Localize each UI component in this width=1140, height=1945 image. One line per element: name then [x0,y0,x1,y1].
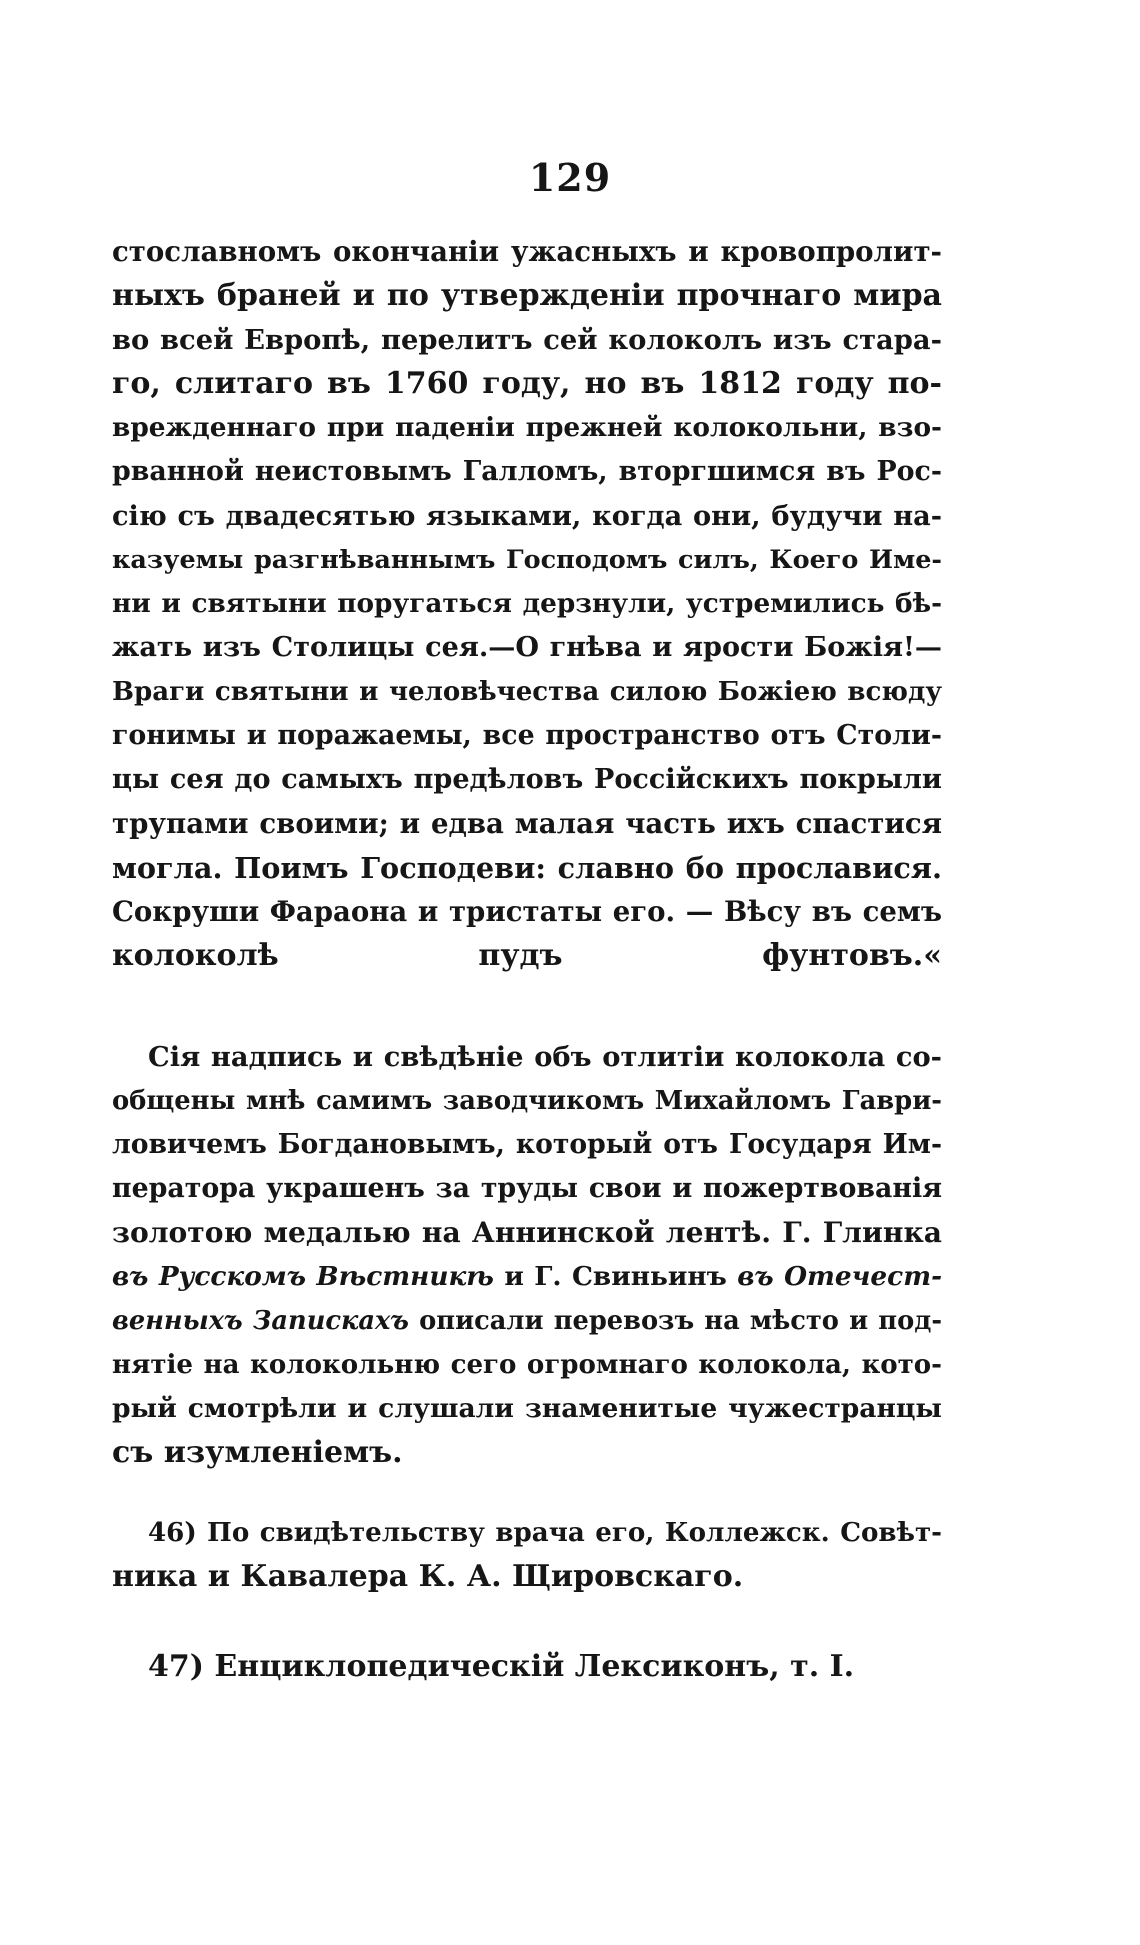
text-line: врежденнаго при паденіи прежней колокольни, взо- [112,412,942,443]
text-line: нятіе на колокольню сего огромнаго колокола, кото- [112,1350,942,1380]
text-line: рванной неистовымъ Галломъ, вторгшимся въ Рос- [112,456,942,487]
italic-title: венныхъ Запискахъ [112,1306,409,1336]
footnote-46 [112,1511,942,1599]
text-line: Враги святыни и человѣчества силою Божіею всюду [112,677,942,707]
text-line: Сія надпись и свѣдѣніе объ отлитіи колокола со- [148,1041,942,1073]
commentary-paragraph [112,1035,942,1475]
text-line: ныхъ браней и по утвержденіи прочнаго мира [112,278,942,313]
text-line: золотою медалью на Аннинской лентѣ. Г. Глинка [112,1216,942,1249]
text-line: ни и святыни поругаться дерзнули, устремились бѣ- [112,588,942,619]
text-line: ловичемъ Богдановымъ, который отъ Государя Им- [112,1129,942,1160]
text-line: 46) По свидѣтельству врача его, Коллежск. Совѣт- [148,1517,942,1548]
text-segment: описали перевозъ на мѣсто и под- [408,1306,942,1336]
text-line: го, слитаго въ 1760 году, но въ 1812 году по- [112,366,942,401]
text-line [112,1299,942,1343]
text-line: могла. Поимъ Господеви: славно бо прославися. [112,851,942,885]
text-line: цы сея до самыхъ предѣловъ Россійскихъ покрыли [112,764,942,795]
italic-title: въ Отечест- [737,1261,942,1292]
text-line: ператора украшенъ за труды свои и пожертвованія [112,1173,942,1204]
text-line: общены мнѣ самимъ заводчикомъ Михайломъ Гаври- [112,1086,942,1116]
text-line [112,1255,942,1299]
text-line: жать изъ Столицы сея.—О гнѣва и ярости Божія!— [112,632,942,663]
italic-title: въ Русскомъ Вѣстникѣ [112,1261,494,1292]
text-line: 47) Енциклопедическій Лексиконъ, т. I. [148,1649,855,1684]
text-segment: и Г. Свиньинъ [493,1261,738,1292]
page-number: 129 [528,155,612,200]
text-line: съ изумленіемъ. [112,1435,403,1470]
text-line: гонимы и поражаемы, все пространство отъ Столи- [112,720,942,751]
text-line: стославномъ окончаніи ужасныхъ и кровопролит- [112,235,942,268]
text-line: сію съ двадесятью языками, когда они, будучи на- [112,500,942,532]
text-line: казуемы разгнѣваннымъ Господомъ силъ, Коего Име- [112,545,942,575]
text-line: Сокруши Фараона и тристаты его. — Вѣсу въ семъ [112,896,942,928]
text-line: колоколѣ пудъ фунтовъ.« [112,938,942,973]
text-line: трупами своими; и едва малая часть ихъ спастися [112,807,942,840]
text-line: ника и Кавалера К. А. Щировскаго. [112,1559,744,1594]
text-line: рый смотрѣли и слушали знаменитые чужестранцы [112,1393,942,1424]
inscription-quote [112,230,942,978]
footnote-47 [112,1645,942,1689]
text-line: во всей Европѣ, перелитъ сей колоколъ изъ стара- [112,324,942,356]
